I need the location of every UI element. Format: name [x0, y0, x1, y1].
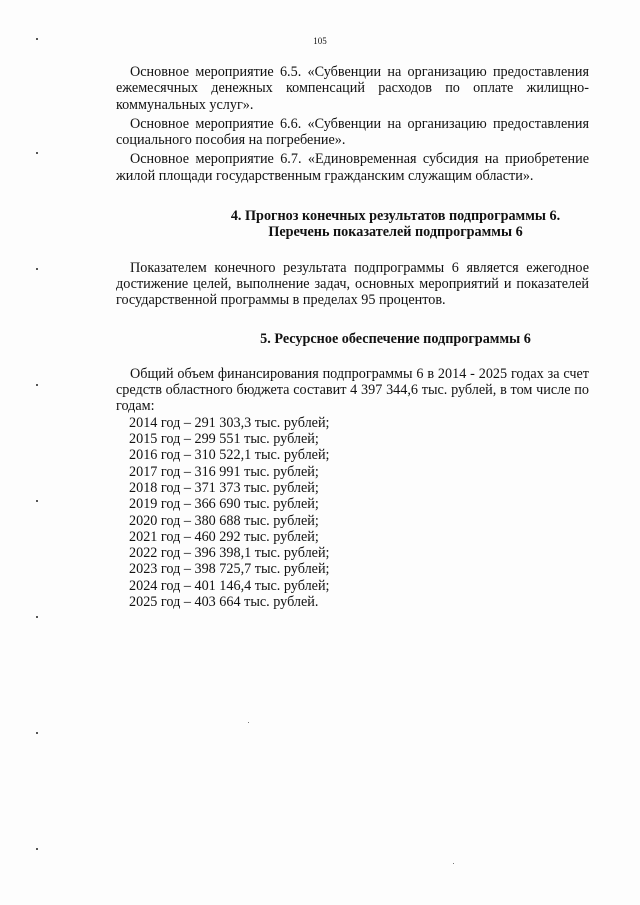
section-4-heading	[116, 208, 589, 241]
funding-year-2018: 2018 год – 371 373 тыс. рублей;	[129, 479, 319, 496]
section-5-heading	[116, 331, 589, 347]
paragraph-measure-6-7: Основное мероприятие 6.7. «Единовременная субсидия на приобретение жилой площади государственным гражданским служащим области».	[116, 151, 589, 184]
document-body	[116, 64, 589, 610]
scan-mark	[36, 38, 38, 40]
funding-by-year-list	[116, 415, 589, 611]
paragraph-measure-6-5: Основное мероприятие 6.5. «Субвенции на организацию предоставления ежемесячных денежных компенсаций расходов по оплате жилищно-коммунальных услуг».	[116, 64, 589, 113]
funding-year-2015: 2015 год – 299 551 тыс. рублей;	[129, 431, 319, 448]
funding-year-2017: 2017 год – 316 991 тыс. рублей;	[129, 463, 319, 480]
scan-mark	[36, 732, 38, 734]
scan-mark	[36, 500, 38, 502]
funding-year-2021: 2021 год – 460 292 тыс. рублей;	[129, 528, 319, 545]
funding-year-2016: 2016 год – 310 522,1 тыс. рублей;	[129, 447, 330, 464]
funding-year-2020: 2020 год – 380 688 тыс. рублей;	[129, 512, 319, 529]
funding-year-2025: 2025 год – 403 664 тыс. рублей.	[129, 594, 319, 611]
funding-year-2019: 2019 год – 366 690 тыс. рублей;	[129, 496, 319, 513]
funding-year-2024: 2024 год – 401 146,4 тыс. рублей;	[129, 577, 330, 594]
scan-mark	[36, 152, 38, 154]
section-4-title-line1: 4. Прогноз конечных результатов подпрограммы 6.	[230, 208, 561, 225]
scan-mark	[36, 848, 38, 850]
paragraph-measure-6-6: Основное мероприятие 6.6. «Субвенции на организацию предоставления социального пособия на погребение».	[116, 115, 589, 149]
section-4-text: Показателем конечного результата подпрограммы 6 является ежегодное достижение целей, выполнение задач, основных мероприятий и показателей государственной программы в пределах 95 процентов.	[116, 259, 589, 309]
funding-year-2014: 2014 год – 291 303,3 тыс. рублей;	[129, 414, 330, 431]
section-5-text: Общий объем финансирования подпрограммы 6 в 2014 - 2025 годах за счет средств областного бюджета составит 4 397 344,6 тыс. рублей, в том числе по годам:	[116, 365, 589, 415]
page-number: 105	[313, 36, 327, 46]
funding-year-2022: 2022 год – 396 398,1 тыс. рублей;	[129, 545, 330, 562]
scan-speck	[248, 722, 249, 723]
section-4-title-line2: Перечень показателей подпрограммы 6	[268, 224, 523, 241]
section-5-title: 5. Ресурсное обеспечение подпрограммы 6	[260, 330, 531, 347]
scan-mark	[36, 616, 38, 618]
scan-mark	[36, 268, 38, 270]
scan-mark	[36, 384, 38, 386]
funding-year-2023: 2023 год – 398 725,7 тыс. рублей;	[129, 561, 330, 578]
scan-speck	[453, 863, 454, 864]
